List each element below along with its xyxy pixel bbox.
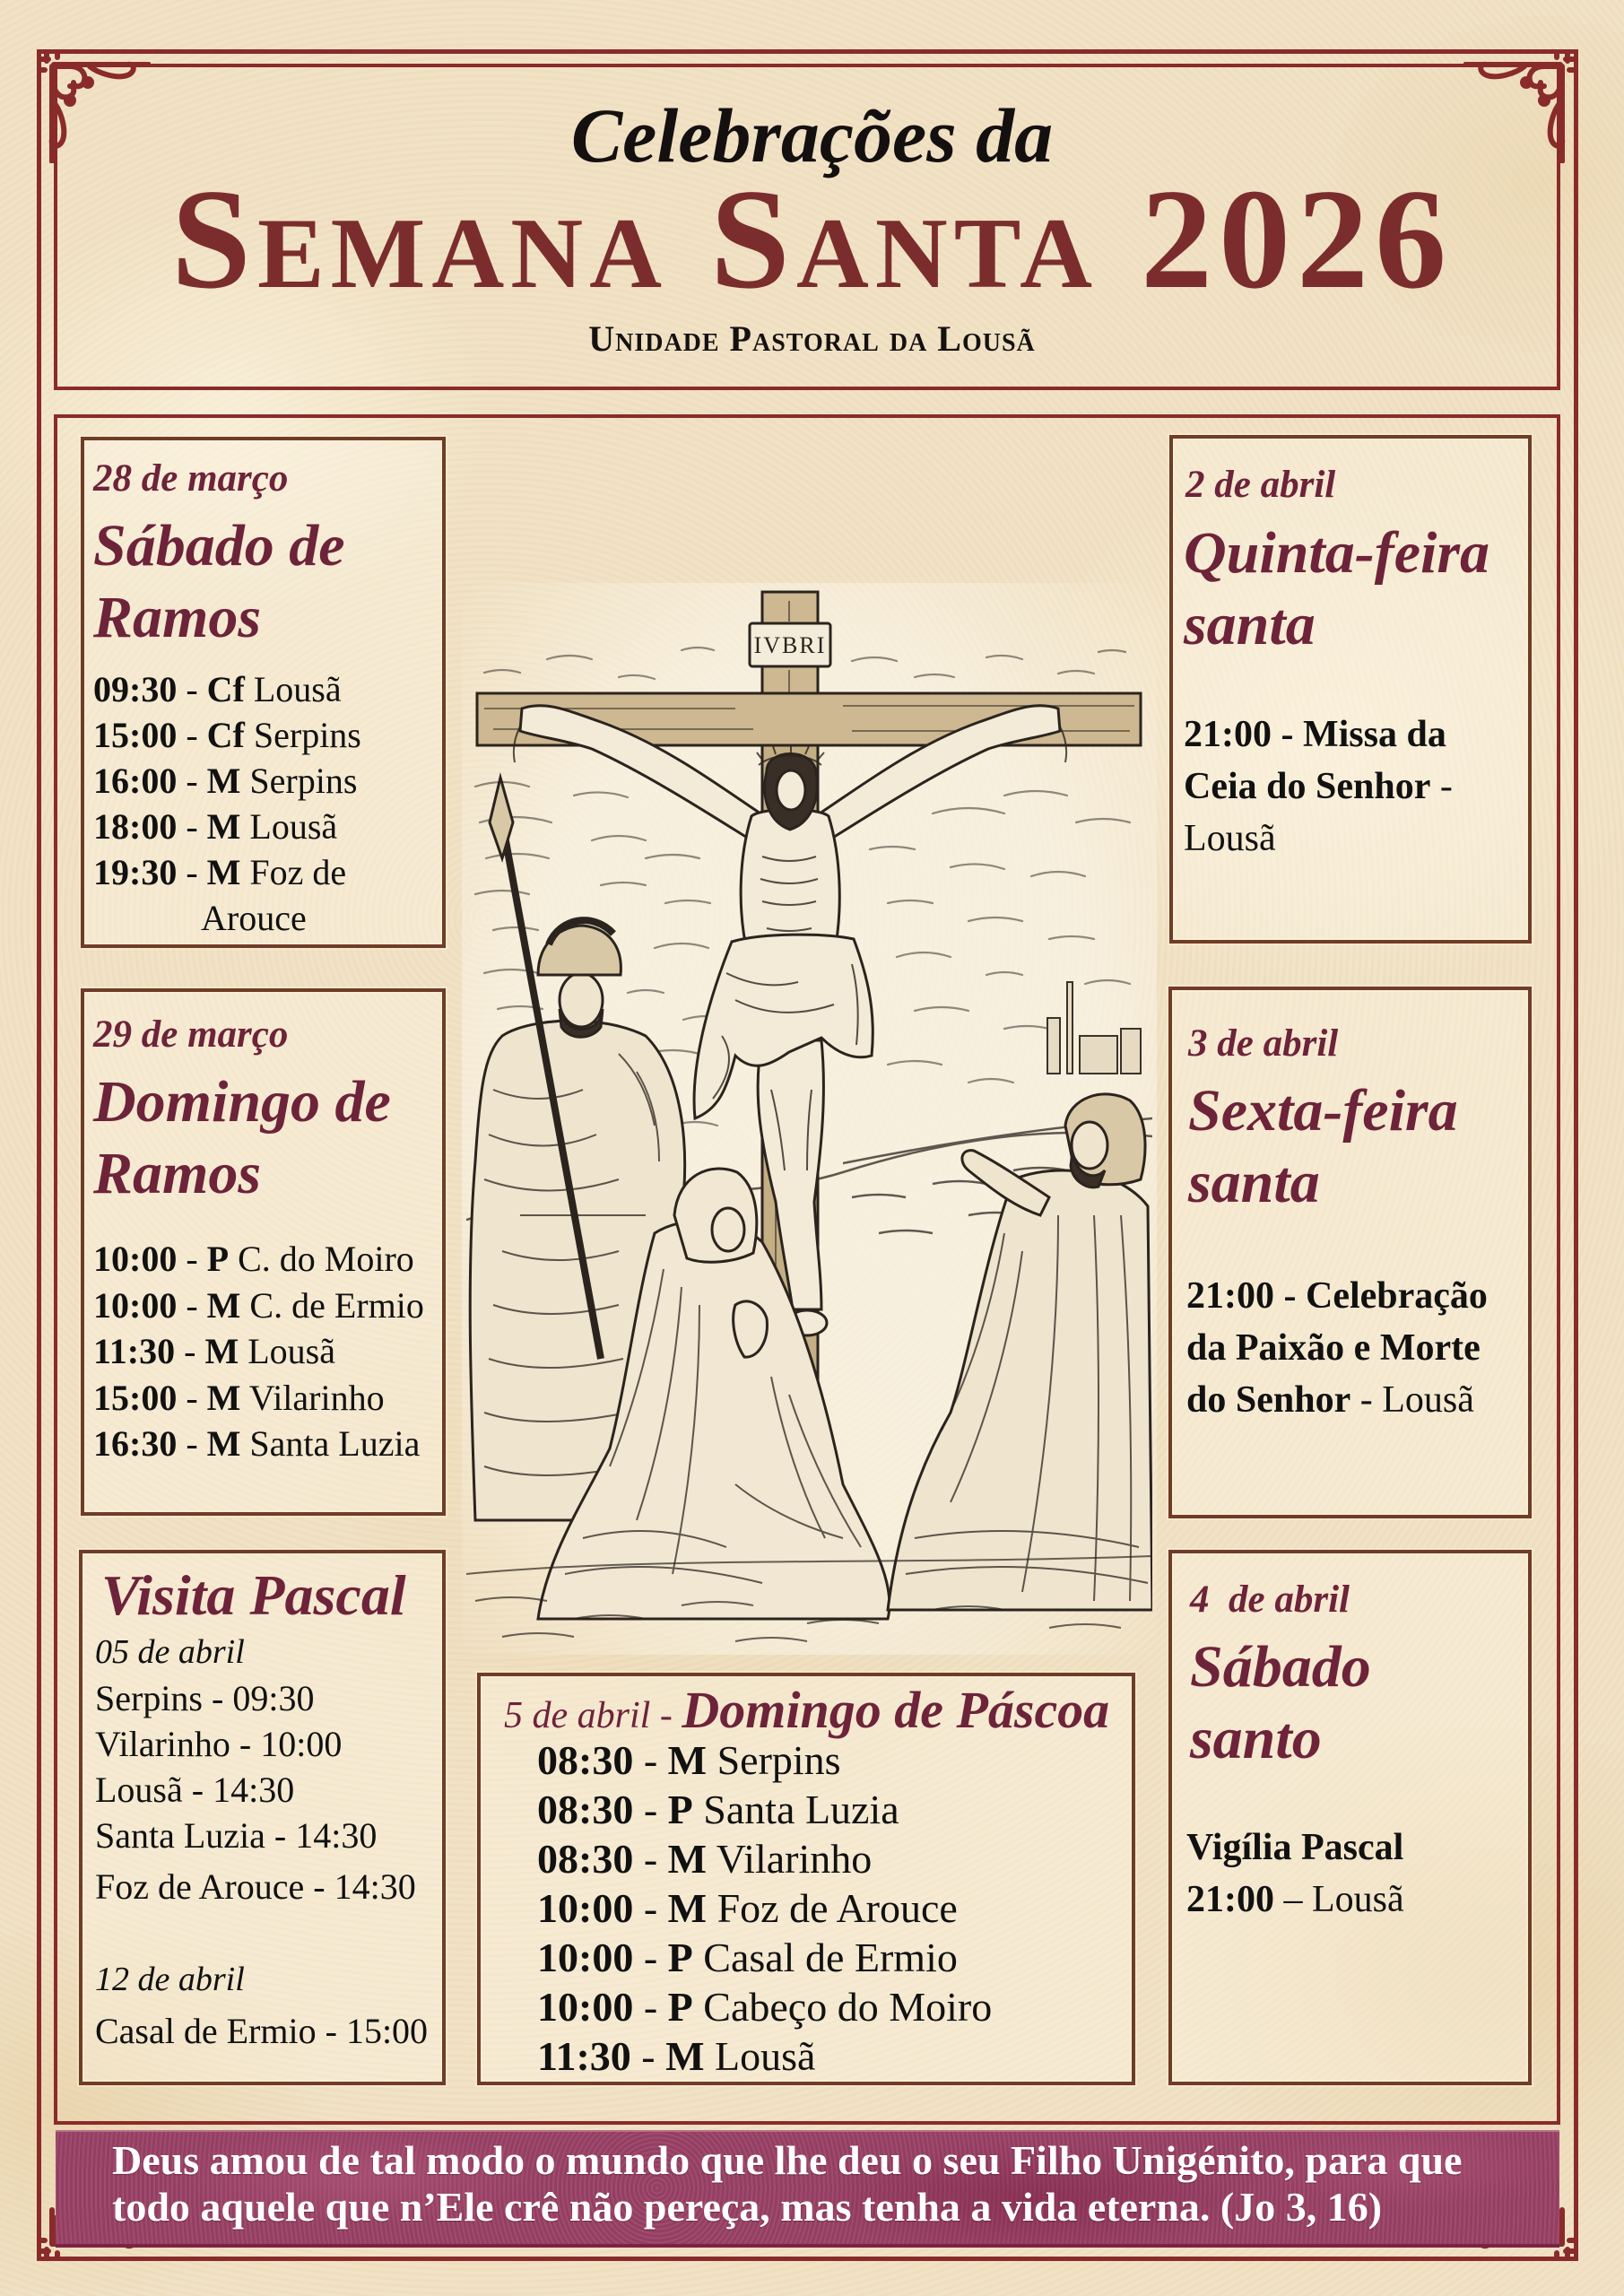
time: 16:30 xyxy=(93,1423,178,1464)
separator: - xyxy=(177,669,207,709)
time: 11:30 xyxy=(537,2033,631,2079)
visit-list xyxy=(95,1675,416,1909)
event-title-line: santo xyxy=(1190,1706,1322,1771)
separator: - xyxy=(177,852,207,892)
place: Santa Luzia xyxy=(249,1423,421,1464)
time: 14:30 xyxy=(334,1866,416,1907)
place: Lousã xyxy=(1382,1379,1474,1421)
place: Vilarinho xyxy=(248,1377,385,1418)
event-title-line: Sábado xyxy=(1190,1634,1371,1700)
separator: - xyxy=(1350,1379,1383,1421)
separator: - xyxy=(182,1770,213,1810)
time: 14:30 xyxy=(213,1770,295,1810)
separator: - xyxy=(177,761,207,801)
event-card-domingo-de-pascoa xyxy=(477,1673,1135,2085)
visita-pascal-card xyxy=(79,1550,446,2085)
place: Serpins xyxy=(249,761,358,801)
time: 15:00 xyxy=(345,2011,429,2051)
event-title xyxy=(1190,1631,1371,1775)
celebration-type: M xyxy=(206,1377,241,1418)
schedule-item xyxy=(1186,1822,1516,1926)
place: Foz de Arouce xyxy=(716,1885,958,1931)
event-card-sexta-feira-santa xyxy=(1168,987,1532,1518)
time: 15:00 xyxy=(93,715,178,755)
separator: - xyxy=(177,1423,207,1464)
place: Lousã xyxy=(248,1331,335,1371)
celebration-type: M xyxy=(206,1423,241,1464)
time: 18:00 xyxy=(93,806,178,847)
visit-list xyxy=(95,2008,428,2054)
event-card-quinta-feira-santa xyxy=(1169,435,1532,944)
time: 09:30 xyxy=(232,1678,315,1718)
separator: - xyxy=(633,1787,668,1832)
time: 09:30 xyxy=(93,669,178,709)
visit-item xyxy=(95,1675,416,1721)
event-title-line: santa xyxy=(1184,592,1316,657)
visit-item xyxy=(95,1721,416,1767)
schedule-item xyxy=(537,1933,992,1982)
schedule-item xyxy=(93,1328,447,1375)
schedule-item xyxy=(93,1421,447,1467)
visit-item xyxy=(95,1864,416,1909)
separator: - xyxy=(177,715,207,755)
event-title xyxy=(93,510,345,654)
place: Santa Luzia xyxy=(95,1815,265,1856)
separator: - xyxy=(265,1815,296,1856)
schedule-item xyxy=(93,712,389,758)
celebration-type: P xyxy=(206,1239,230,1279)
time: 10:00 xyxy=(537,1935,634,1980)
time: 10:00 xyxy=(93,1239,178,1279)
separator: - xyxy=(633,1836,668,1882)
schedule-item xyxy=(537,1785,992,1834)
separator: - xyxy=(630,2033,666,2079)
visita-pascal-title: Visita Pascal xyxy=(101,1563,406,1627)
schedule-item xyxy=(537,2031,992,2081)
place: Lousã xyxy=(1184,818,1276,859)
illustration-panel xyxy=(462,583,1157,1655)
celebration-type: M xyxy=(204,1331,239,1371)
time: 08:30 xyxy=(537,1787,634,1832)
place: Vilarinho xyxy=(716,1836,873,1882)
place: Casal de Ermio xyxy=(703,1935,958,1980)
separator: - xyxy=(633,1984,668,2030)
visit-date: 12 de abril xyxy=(95,1961,245,1998)
separator: - xyxy=(304,1866,334,1907)
service: Missa da Ceia do Senhor xyxy=(1184,714,1446,807)
schedule-item xyxy=(93,849,389,941)
time: 08:30 xyxy=(537,1836,634,1882)
time: 08:30 xyxy=(537,1737,634,1783)
time: 11:30 xyxy=(93,1331,176,1371)
event-title-line: Sábado de xyxy=(93,513,345,578)
event-card-sabado-de-ramos xyxy=(81,437,446,948)
separator: - xyxy=(633,1935,668,1980)
schedule-item xyxy=(537,1735,992,1785)
visit-item xyxy=(95,1767,416,1813)
schedule-item xyxy=(93,758,389,804)
place: Serpins xyxy=(95,1678,203,1718)
event-card-sabado-santo xyxy=(1168,1550,1532,2085)
place: Foz de Arouce xyxy=(95,1866,305,1907)
event-date: 28 de março xyxy=(93,457,289,500)
schedule-item xyxy=(537,1883,992,1933)
place: Lousã xyxy=(253,669,342,709)
time: 16:00 xyxy=(93,761,178,801)
schedule-item xyxy=(537,1982,992,2031)
separator: - xyxy=(633,1737,668,1783)
separator: - xyxy=(1430,766,1453,807)
event-date: 29 de março xyxy=(93,1013,289,1056)
separator: - xyxy=(230,1724,261,1764)
visit-date: 05 de abril xyxy=(95,1633,245,1671)
event-date: 2 de abril xyxy=(1185,464,1336,506)
place: Lousã xyxy=(249,806,338,847)
schedule-list xyxy=(537,1735,992,2081)
event-title-line: santa xyxy=(1188,1150,1320,1215)
place: C. do Moiro xyxy=(238,1239,414,1279)
event-date: 4 de abril xyxy=(1190,1578,1350,1621)
separator: - xyxy=(177,1239,207,1279)
time: 21:00 xyxy=(1186,1275,1274,1317)
event-date: 3 de abril xyxy=(1188,1022,1339,1065)
event-title-line: Quinta-feira xyxy=(1184,520,1490,586)
time: 21:00 xyxy=(1186,1879,1274,1920)
schedule-item xyxy=(93,1236,447,1283)
separator: - xyxy=(633,1885,668,1931)
time: 10:00 xyxy=(93,1284,178,1326)
celebration-type: Cf xyxy=(206,715,245,755)
separator: – xyxy=(1274,1879,1312,1920)
schedule-item xyxy=(93,1375,447,1422)
time: 14:30 xyxy=(295,1815,378,1856)
schedule-item xyxy=(537,1834,992,1883)
scripture-quote xyxy=(112,2137,1462,2231)
celebration-type: M xyxy=(206,852,241,892)
place: Santa Luzia xyxy=(703,1787,899,1832)
celebration-type: M xyxy=(667,1885,708,1931)
page-title: Semana Santa 2026 xyxy=(170,159,1454,318)
celebration-type: Cf xyxy=(206,669,245,709)
separator: - xyxy=(177,1377,207,1418)
event-date: 5 de abril xyxy=(504,1695,651,1736)
celebration-type: M xyxy=(667,1836,708,1882)
event-title: Domingo de Páscoa xyxy=(682,1681,1110,1739)
time: 19:30 xyxy=(93,852,178,892)
plaque-text: IVBRI xyxy=(753,632,827,658)
place: Vilarinho xyxy=(95,1724,230,1764)
celebration-type: M xyxy=(206,806,241,847)
pre-title: Celebrações da xyxy=(570,92,1054,178)
time: 10:00 xyxy=(537,1885,634,1931)
separator: - xyxy=(177,1284,207,1326)
schedule-item xyxy=(93,804,389,849)
separator: - xyxy=(650,1695,682,1736)
separator: - xyxy=(177,806,207,847)
place: Lousã xyxy=(95,1770,183,1810)
event-title-line: Domingo de xyxy=(93,1069,391,1135)
celebration-type: P xyxy=(667,1984,693,2030)
place: Lousã xyxy=(715,2033,816,2079)
schedule-list xyxy=(93,1236,447,1467)
scripture-line: Deus amou de tal modo o mundo que lhe deu o seu Filho Unigénito, para que xyxy=(112,2137,1463,2183)
celebration-type: P xyxy=(667,1935,693,1980)
visit-item xyxy=(95,1813,416,1858)
scripture-banner xyxy=(56,2130,1559,2248)
place: Casal de Ermio xyxy=(95,2011,317,2051)
place: Serpins xyxy=(716,1737,841,1783)
event-title xyxy=(1184,517,1489,661)
separator: - xyxy=(1272,714,1303,755)
place: Serpins xyxy=(253,715,361,755)
time: 21:00 xyxy=(1184,714,1272,755)
separator: - xyxy=(175,1331,205,1371)
time: 15:00 xyxy=(93,1377,178,1418)
schedule-item xyxy=(93,1283,447,1329)
separator: - xyxy=(316,2011,346,2051)
service: Vigília Pascal xyxy=(1186,1827,1404,1868)
time: 10:00 xyxy=(260,1724,343,1764)
schedule-item xyxy=(1184,709,1514,865)
place: Lousã xyxy=(1312,1879,1404,1920)
place: Foz de Arouce xyxy=(201,852,347,938)
subtitle: Unidade Pastoral da Lousã xyxy=(588,318,1036,359)
place: Cabeço do Moiro xyxy=(703,1984,993,2030)
event-title-line: Ramos xyxy=(93,1141,262,1206)
event-title xyxy=(1188,1075,1458,1219)
celebration-type: P xyxy=(667,1787,693,1832)
separator: - xyxy=(203,1678,233,1718)
place: C. de Ermio xyxy=(249,1284,424,1326)
event-card-domingo-de-ramos xyxy=(81,988,446,1516)
visit-item xyxy=(95,2008,428,2054)
event-title xyxy=(93,1066,391,1210)
schedule-item xyxy=(93,666,389,712)
time: 10:00 xyxy=(537,1984,634,2030)
event-title-line: Sexta-feira xyxy=(1188,1078,1458,1144)
celebration-type: M xyxy=(206,1284,241,1326)
celebration-type: M xyxy=(665,2033,705,2079)
celebration-type: M xyxy=(206,761,241,801)
service: Celebração da Paixão e Morte do Senhor xyxy=(1186,1275,1488,1421)
schedule-list xyxy=(93,666,389,941)
crucifixion-illustration xyxy=(466,587,1152,1650)
scripture-line: todo aquele que n’Ele crê não pereça, mas tenha a vida eterna. (Jo 3, 16) xyxy=(112,2184,1383,2230)
celebration-type: M xyxy=(667,1737,708,1783)
event-title-line: Ramos xyxy=(93,585,262,650)
separator: - xyxy=(1274,1275,1306,1317)
schedule-item xyxy=(1186,1270,1516,1426)
